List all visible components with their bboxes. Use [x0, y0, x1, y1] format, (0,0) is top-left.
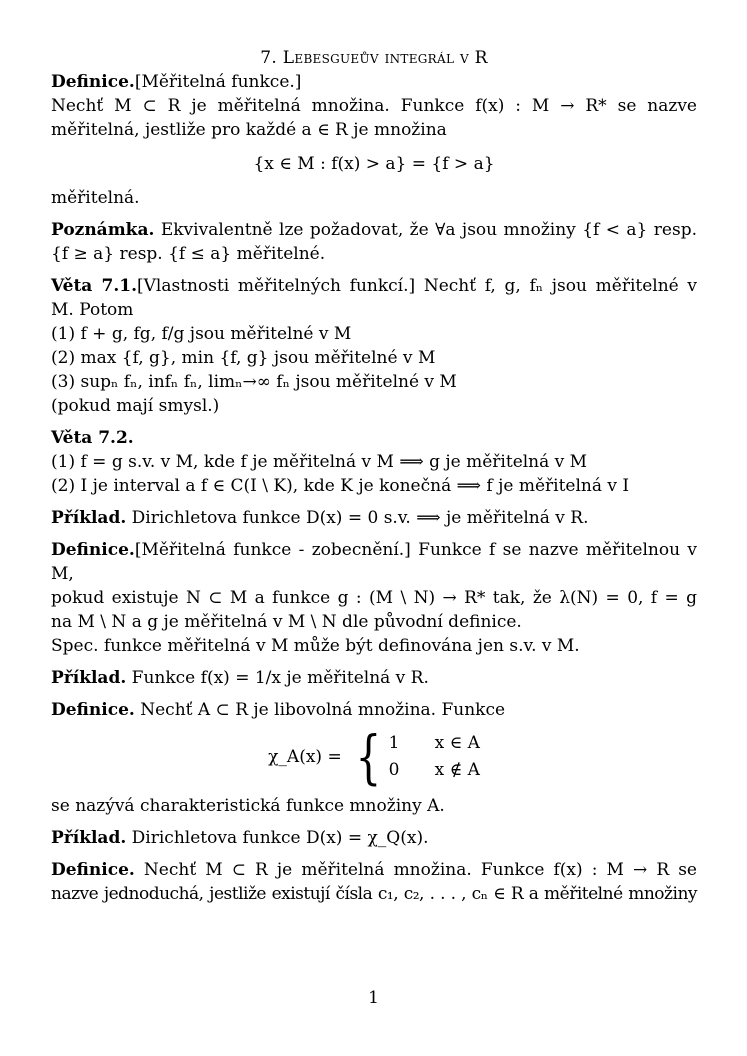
left-brace: { [355, 723, 382, 791]
theorem-heading: Věta 7.2. [51, 428, 134, 448]
theorem-item: (pokud mají smysl.) [51, 396, 220, 416]
definition-text: Nechť M ⊂ R je měřitelná množina. Funkce f(x) : M → R* se nazve [51, 96, 697, 116]
theorem-item: (2) I je interval a f ∈ C(I \ K), kde K je konečná ⟹ f je měřitelná v I [51, 476, 630, 496]
piecewise-formula [51, 723, 697, 791]
theorem-item: (1) f + g, fg, f/g jsou měřitelné v M [51, 324, 352, 344]
theorem-item: (2) max {f, g}, min {f, g} jsou měřitelné v M [51, 348, 436, 368]
section-title: 7. Lebesgueův integrál v R [260, 48, 488, 68]
definition-text: Definice. Nechť A ⊂ R je libovolná množina. Funkce [51, 700, 506, 720]
theorem-item: (1) f = g s.v. v M, kde f je měřitelná v M ⟹ g je měřitelná v M [51, 452, 588, 472]
formula-lhs: χ_A(x) = [268, 747, 342, 767]
definition-heading: Definice.[Měřitelná funkce - zobecnění.] Funkce f se nazve měřitelnou v M, [51, 540, 697, 584]
remark-text: Poznámka. Ekvivalentně lze požadovat, že ∀a jsou množiny {f < a} resp. [51, 220, 697, 240]
definition-text: Definice. Nechť M ⊂ R je měřitelná množina. Funkce f(x) : M → R se [51, 860, 697, 880]
example-text: Příklad. Dirichletova funkce D(x) = 0 s.v. ⟹ je měřitelná v R. [51, 508, 589, 528]
example-text: Příklad. Dirichletova funkce D(x) = χ_Q(x). [51, 828, 429, 848]
theorem-text: M. Potom [51, 300, 134, 320]
page-number: 1 [368, 988, 379, 1008]
definition-heading: Definice.[Měřitelná funkce.] [51, 72, 302, 92]
definition-text: Spec. funkce měřitelná v M může být definována jen s.v. v M. [51, 636, 580, 656]
definition-text: měřitelná, jestliže pro každé a ∈ R je množina [51, 120, 447, 140]
page-body [51, 46, 697, 906]
remark-text: {f ≥ a} resp. {f ≤ a} měřitelné. [51, 244, 326, 264]
theorem-item: (3) supₙ fₙ, infₙ fₙ, limₙ→∞ fₙ jsou měřitelné v M [51, 372, 457, 392]
display-formula: {x ∈ M : f(x) > a} = {f > a} [253, 154, 495, 174]
case-value: 0 [388, 760, 400, 780]
theorem-heading: Věta 7.1.[Vlastnosti měřitelných funkcí.] Nechť f, g, fₙ jsou měřitelné v [51, 276, 697, 296]
case-condition: x ∉ A [434, 760, 480, 780]
example-text: Příklad. Funkce f(x) = 1/x je měřitelná v R. [51, 668, 429, 688]
definition-text: na M \ N a g je měřitelná v M \ N dle původní definice. [51, 612, 522, 632]
definition-text: se nazývá charakteristická funkce množiny A. [51, 796, 445, 816]
definition-text: měřitelná. [51, 188, 140, 208]
case-value: 1 [388, 733, 400, 753]
definition-text: nazve jednoduchá, jestliže existují čísla c₁, c₂, . . . , cₙ ∈ R a měřitelné množiny [51, 884, 697, 904]
case-condition: x ∈ A [434, 733, 480, 753]
definition-text: pokud existuje N ⊂ M a funkce g : (M \ N) → R* tak, že λ(N) = 0, f = g [51, 588, 697, 608]
